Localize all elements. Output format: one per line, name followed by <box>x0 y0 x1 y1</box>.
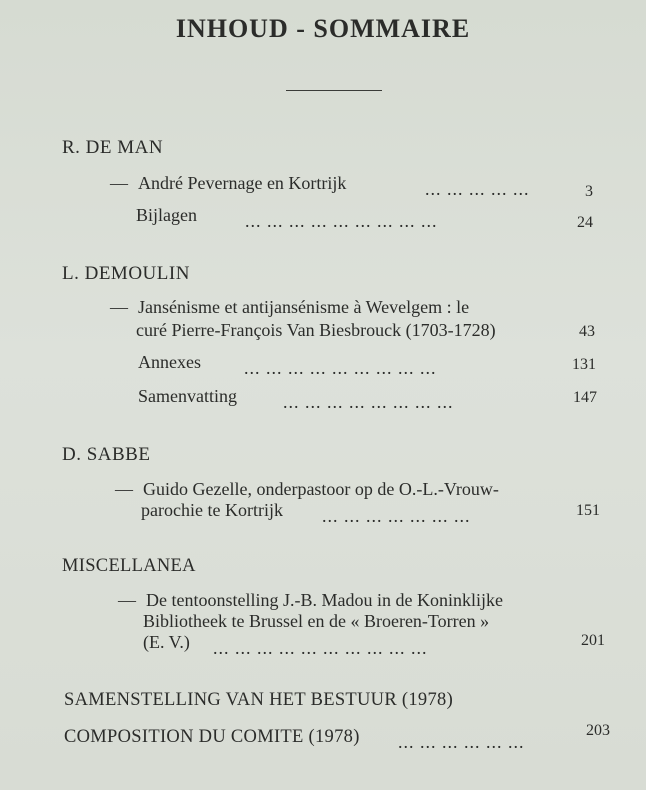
section-miscellanea: MISCELLANEA <box>62 556 196 576</box>
toc-entry <box>110 297 469 318</box>
entry-dash: — <box>110 173 128 193</box>
entry-title: André Pevernage en Kortrijk <box>138 173 347 193</box>
entry-dash: — <box>115 479 133 499</box>
entry-dash: — <box>118 590 136 610</box>
title-divider <box>286 90 382 91</box>
leader-dots: ... ... ... ... ... ... <box>398 732 525 752</box>
page-number: 203 <box>586 722 610 739</box>
author-sabbe: D. SABBE <box>62 444 151 465</box>
entry-title-cont: Bibliotheek te Brussel en de « Broeren-Torren » <box>143 611 490 631</box>
toc-entry <box>115 479 499 500</box>
entry-title: Samenvatting <box>138 386 237 406</box>
toc-entry <box>118 590 503 611</box>
page-number: 147 <box>573 389 597 406</box>
entry-title: Bijlagen <box>136 205 197 225</box>
closing-heading-1: SAMENSTELLING VAN HET BESTUUR (1978) <box>64 690 454 710</box>
leader-dots: ... ... ... ... ... <box>425 179 530 199</box>
author-demoulin: L. DEMOULIN <box>62 263 190 284</box>
page-number: 3 <box>585 183 593 200</box>
author-de-man: R. DE MAN <box>62 137 164 158</box>
page-number: 131 <box>572 356 596 373</box>
entry-title-cont: parochie te Kortrijk <box>141 500 283 520</box>
entry-title-cont: (E. V.) <box>143 632 190 652</box>
page-number: 201 <box>581 632 605 649</box>
entry-title: Guido Gezelle, onderpastoor op de O.-L.-Vrouw- <box>143 479 499 499</box>
entry-title: Jansénisme et antijansénisme à Wevelgem : le <box>138 297 470 317</box>
leader-dots: ... ... ... ... ... ... ... ... ... <box>245 211 438 231</box>
leader-dots: ... ... ... ... ... ... ... <box>322 506 471 526</box>
page-title: INHOUD - SOMMAIRE <box>175 14 471 43</box>
entry-title: Annexes <box>138 352 201 372</box>
leader-dots: ... ... ... ... ... ... ... ... ... ... <box>213 638 428 658</box>
entry-title: De tentoonstelling J.-B. Madou in de Koninklijke <box>146 590 503 610</box>
page-number: 43 <box>579 323 595 340</box>
leader-dots: ... ... ... ... ... ... ... ... <box>283 392 454 412</box>
toc-entry <box>110 173 346 194</box>
leader-dots: ... ... ... ... ... ... ... ... ... <box>244 358 437 378</box>
page-number: 24 <box>577 214 593 231</box>
entry-title-cont: curé Pierre-François Van Biesbrouck (1703-1728) <box>136 320 496 340</box>
closing-heading-2: COMPOSITION DU COMITE (1978) <box>64 727 360 747</box>
entry-dash: — <box>110 297 128 317</box>
page-number: 151 <box>576 502 600 519</box>
